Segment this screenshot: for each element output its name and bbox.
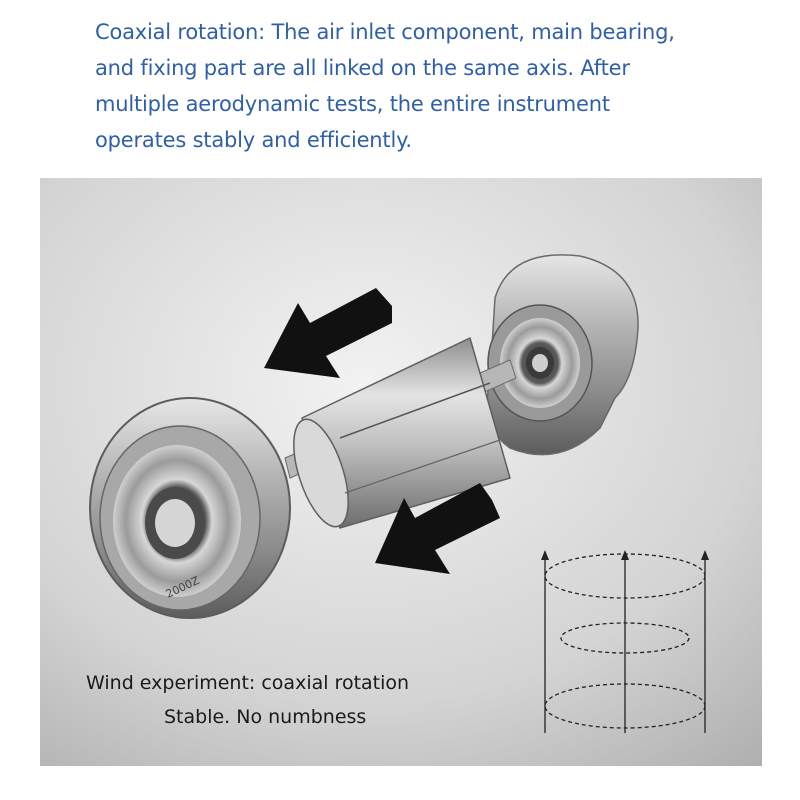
bearing-marking: 2000Z [163, 573, 202, 601]
caption-line-2: Stable. No numbness [164, 706, 367, 728]
description-line-1: Coaxial rotation: The air inlet component, main bearing, [95, 20, 675, 44]
main-bearing [90, 398, 290, 618]
description-line-3: multiple aerodynamic tests, the entire instrument [95, 92, 610, 116]
caption-line-1: Wind experiment: coaxial rotation [86, 672, 410, 694]
description-line-2: and fixing part are all linked on the same axis. After [95, 56, 630, 80]
description-text [95, 14, 775, 158]
description-line-4: operates stably and efficiently. [95, 128, 412, 152]
